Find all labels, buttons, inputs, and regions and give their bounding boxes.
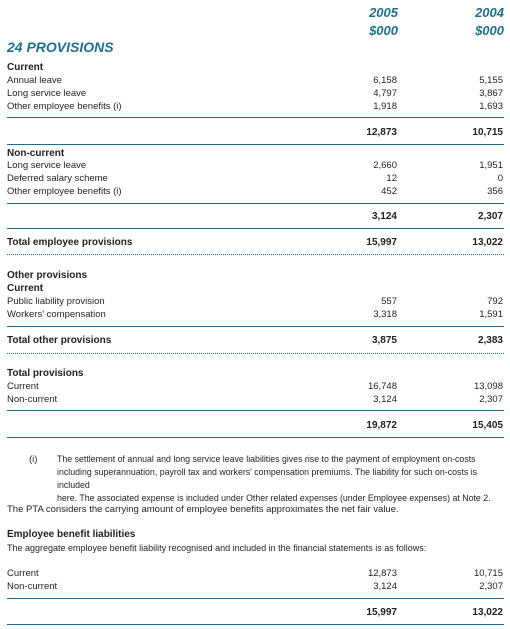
total-2005: 3,875 (371, 335, 397, 346)
total-2004: 2,383 (477, 335, 503, 346)
value-2005: 4,797 (373, 88, 397, 99)
value-2004: 0 (497, 173, 503, 184)
column-header-2005: 2005 (369, 5, 398, 20)
subtotal-2005: 19,872 (366, 420, 397, 431)
column-header-2004: 2004 (475, 5, 504, 20)
page-title: 24 PROVISIONS (7, 39, 114, 55)
section-heading-ebl: Employee benefit liabilities (7, 529, 136, 540)
table-row (0, 75, 510, 87)
subtotal-row (0, 211, 510, 223)
subtotal-2005: 15,997 (366, 607, 397, 618)
value-2005: 2,660 (373, 160, 397, 171)
row-label: Non-current (7, 581, 58, 592)
value-2005: 3,124 (373, 581, 397, 592)
table-row (0, 173, 510, 185)
subtotal-2004: 15,405 (472, 420, 503, 431)
subtotal-2004: 13,022 (472, 607, 503, 618)
table-row (0, 394, 510, 406)
value-2004: 2,307 (479, 581, 503, 592)
value-2005: 12,873 (367, 568, 397, 579)
subtotal-row (0, 607, 510, 619)
row-label: Public liability provision (7, 296, 105, 307)
total-row (0, 237, 510, 249)
value-2004: 1,591 (479, 309, 503, 320)
row-label: Total other provisions (7, 335, 112, 346)
pta-statement: The PTA considers the carrying amount of employee benefits approximates the net fair value. (7, 504, 399, 515)
value-2004: 356 (487, 186, 503, 197)
subtotal-2005: 12,873 (366, 127, 397, 138)
table-row (0, 381, 510, 393)
value-2004: 5,155 (479, 75, 503, 86)
row-label: Non-current (7, 394, 58, 405)
divider (7, 410, 504, 411)
column-unit-2005: $000 (369, 23, 398, 38)
value-2004: 2,307 (479, 394, 503, 405)
table-row (0, 296, 510, 308)
column-unit-2004: $000 (475, 23, 504, 38)
table-row (0, 568, 510, 580)
table-row (0, 101, 510, 113)
row-label: Current (7, 381, 39, 392)
value-2004: 1,693 (479, 101, 503, 112)
dotted-divider (7, 353, 504, 354)
section-heading-total-provisions: Total provisions (7, 368, 84, 379)
value-2004: 10,715 (473, 568, 503, 579)
divider (7, 203, 504, 204)
row-label: Long service leave (7, 88, 87, 99)
section-heading-other: Other provisions (7, 270, 88, 281)
value-2004: 13,098 (473, 381, 503, 392)
row-label: Annual leave (7, 75, 62, 86)
value-2005: 557 (381, 296, 397, 307)
footnote-line: here. The associated expense is included under Other related expenses (under Employee expenses) at Note 2. (57, 493, 491, 503)
table-row (0, 309, 510, 321)
value-2004: 1,951 (479, 160, 503, 171)
total-2004: 13,022 (472, 237, 503, 248)
divider (7, 598, 504, 599)
table-row (0, 186, 510, 198)
value-2005: 3,318 (373, 309, 397, 320)
table-row (0, 581, 510, 593)
value-2004: 792 (487, 296, 503, 307)
value-2005: 452 (381, 186, 397, 197)
subtotal-2004: 10,715 (472, 127, 503, 138)
table-row (0, 160, 510, 172)
value-2005: 3,124 (373, 394, 397, 405)
row-label: Workers' compensation (7, 309, 106, 320)
divider (7, 228, 504, 229)
footnote-marker: (i) (29, 454, 38, 465)
subtotal-row (0, 127, 510, 139)
divider (7, 326, 504, 327)
section-heading-noncurrent: Non-current (7, 148, 65, 159)
total-row (0, 335, 510, 347)
divider (7, 117, 504, 118)
total-2005: 15,997 (366, 237, 397, 248)
divider (7, 437, 504, 438)
value-2005: 12 (386, 173, 397, 184)
row-label: Total employee provisions (7, 237, 133, 248)
row-label: Other employee benefits (i) (7, 186, 122, 197)
row-label: Long service leave (7, 160, 87, 171)
subtotal-2004: 2,307 (477, 211, 503, 222)
row-label: Deferred salary scheme (7, 173, 108, 184)
value-2005: 6,158 (373, 75, 397, 86)
table-row (0, 88, 510, 100)
subtotal-2005: 3,124 (371, 211, 397, 222)
value-2005: 16,748 (367, 381, 397, 392)
ebl-intro: The aggregate employee benefit liability recognised and included in the financial statements is as follows: (7, 543, 427, 553)
section-heading-current: Current (7, 62, 44, 73)
divider (7, 144, 504, 145)
value-2005: 1,918 (373, 101, 397, 112)
subtotal-row (0, 420, 510, 432)
footnote-line: The settlement of annual and long service leave liabilities gives rise to the payment of employment on-costs (57, 454, 476, 464)
section-subheading-current: Current (7, 283, 44, 294)
row-label: Current (7, 568, 39, 579)
value-2004: 3,867 (479, 88, 503, 99)
footnote-line: including superannuation, payroll tax and workers' compensation premiums. The liability for such on-costs is included (57, 467, 478, 490)
dotted-divider (7, 254, 504, 255)
footnote-text (57, 453, 505, 505)
row-label: Other employee benefits (i) (7, 101, 122, 112)
divider (7, 624, 504, 625)
